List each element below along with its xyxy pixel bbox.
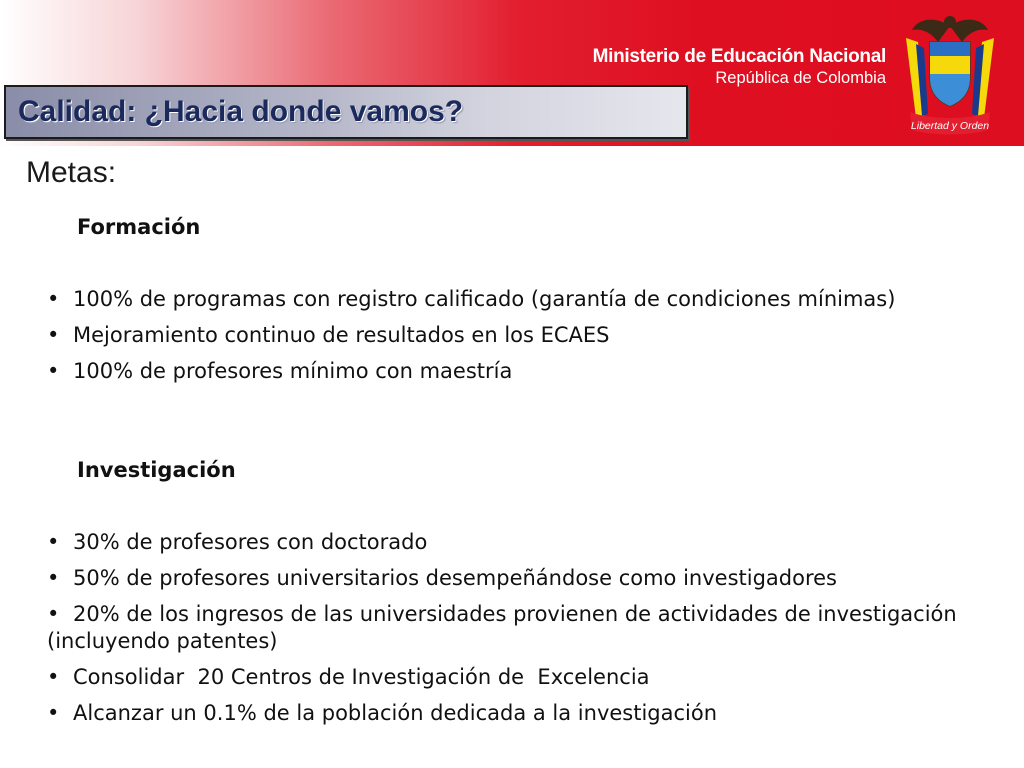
investigacion-bullet-list xyxy=(47,529,977,736)
emblem-motto: Libertad y Orden xyxy=(910,120,990,132)
bullet-icon: • xyxy=(47,287,60,311)
list-item xyxy=(47,601,977,655)
bullet-icon: • xyxy=(47,530,60,554)
ministry-block xyxy=(593,46,886,89)
bullet-text: Consolidar 20 Centros de Investigación de Excelencia xyxy=(73,665,650,689)
list-item xyxy=(47,700,977,727)
bullet-text: 100% de programas con registro calificado (garantía de condiciones mínimas) xyxy=(73,287,896,311)
section-heading-formacion: Formación xyxy=(77,215,201,239)
list-item xyxy=(47,565,977,592)
bullet-icon: • xyxy=(47,323,60,347)
list-item xyxy=(47,322,977,349)
bullet-text: 30% de profesores con doctorado xyxy=(73,530,428,554)
bullet-text: Mejoramiento continuo de resultados en los ECAES xyxy=(73,323,610,347)
list-item xyxy=(47,664,977,691)
bullet-text: 20% de los ingresos de las universidades provienen de actividades de investigación (incluyendo patentes) xyxy=(47,602,957,653)
list-item xyxy=(47,286,977,313)
title-box xyxy=(4,85,688,139)
slide-title: Calidad: ¿Hacia donde vamos? xyxy=(18,95,464,128)
ministry-name: Ministerio de Educación Nacional xyxy=(592,46,886,67)
bullet-icon: • xyxy=(47,566,60,590)
bullet-icon: • xyxy=(47,359,60,383)
bullet-icon: • xyxy=(47,665,60,689)
coat-of-arms-icon xyxy=(896,8,1004,136)
country-name: República de Colombia xyxy=(715,68,886,87)
bullet-text: Alcanzar un 0.1% de la población dedicada a la investigación xyxy=(73,701,718,725)
list-item xyxy=(47,529,977,556)
bullet-icon: • xyxy=(47,701,60,725)
bullet-text: 50% de profesores universitarios desempeñándose como investigadores xyxy=(73,566,837,590)
formacion-bullet-list xyxy=(47,286,977,394)
list-item xyxy=(47,358,977,385)
bullet-icon: • xyxy=(47,602,60,626)
bullet-text: 100% de profesores mínimo con maestría xyxy=(73,359,513,383)
subtitle-metas: Metas: xyxy=(26,156,117,189)
section-heading-investigacion: Investigación xyxy=(77,458,236,482)
